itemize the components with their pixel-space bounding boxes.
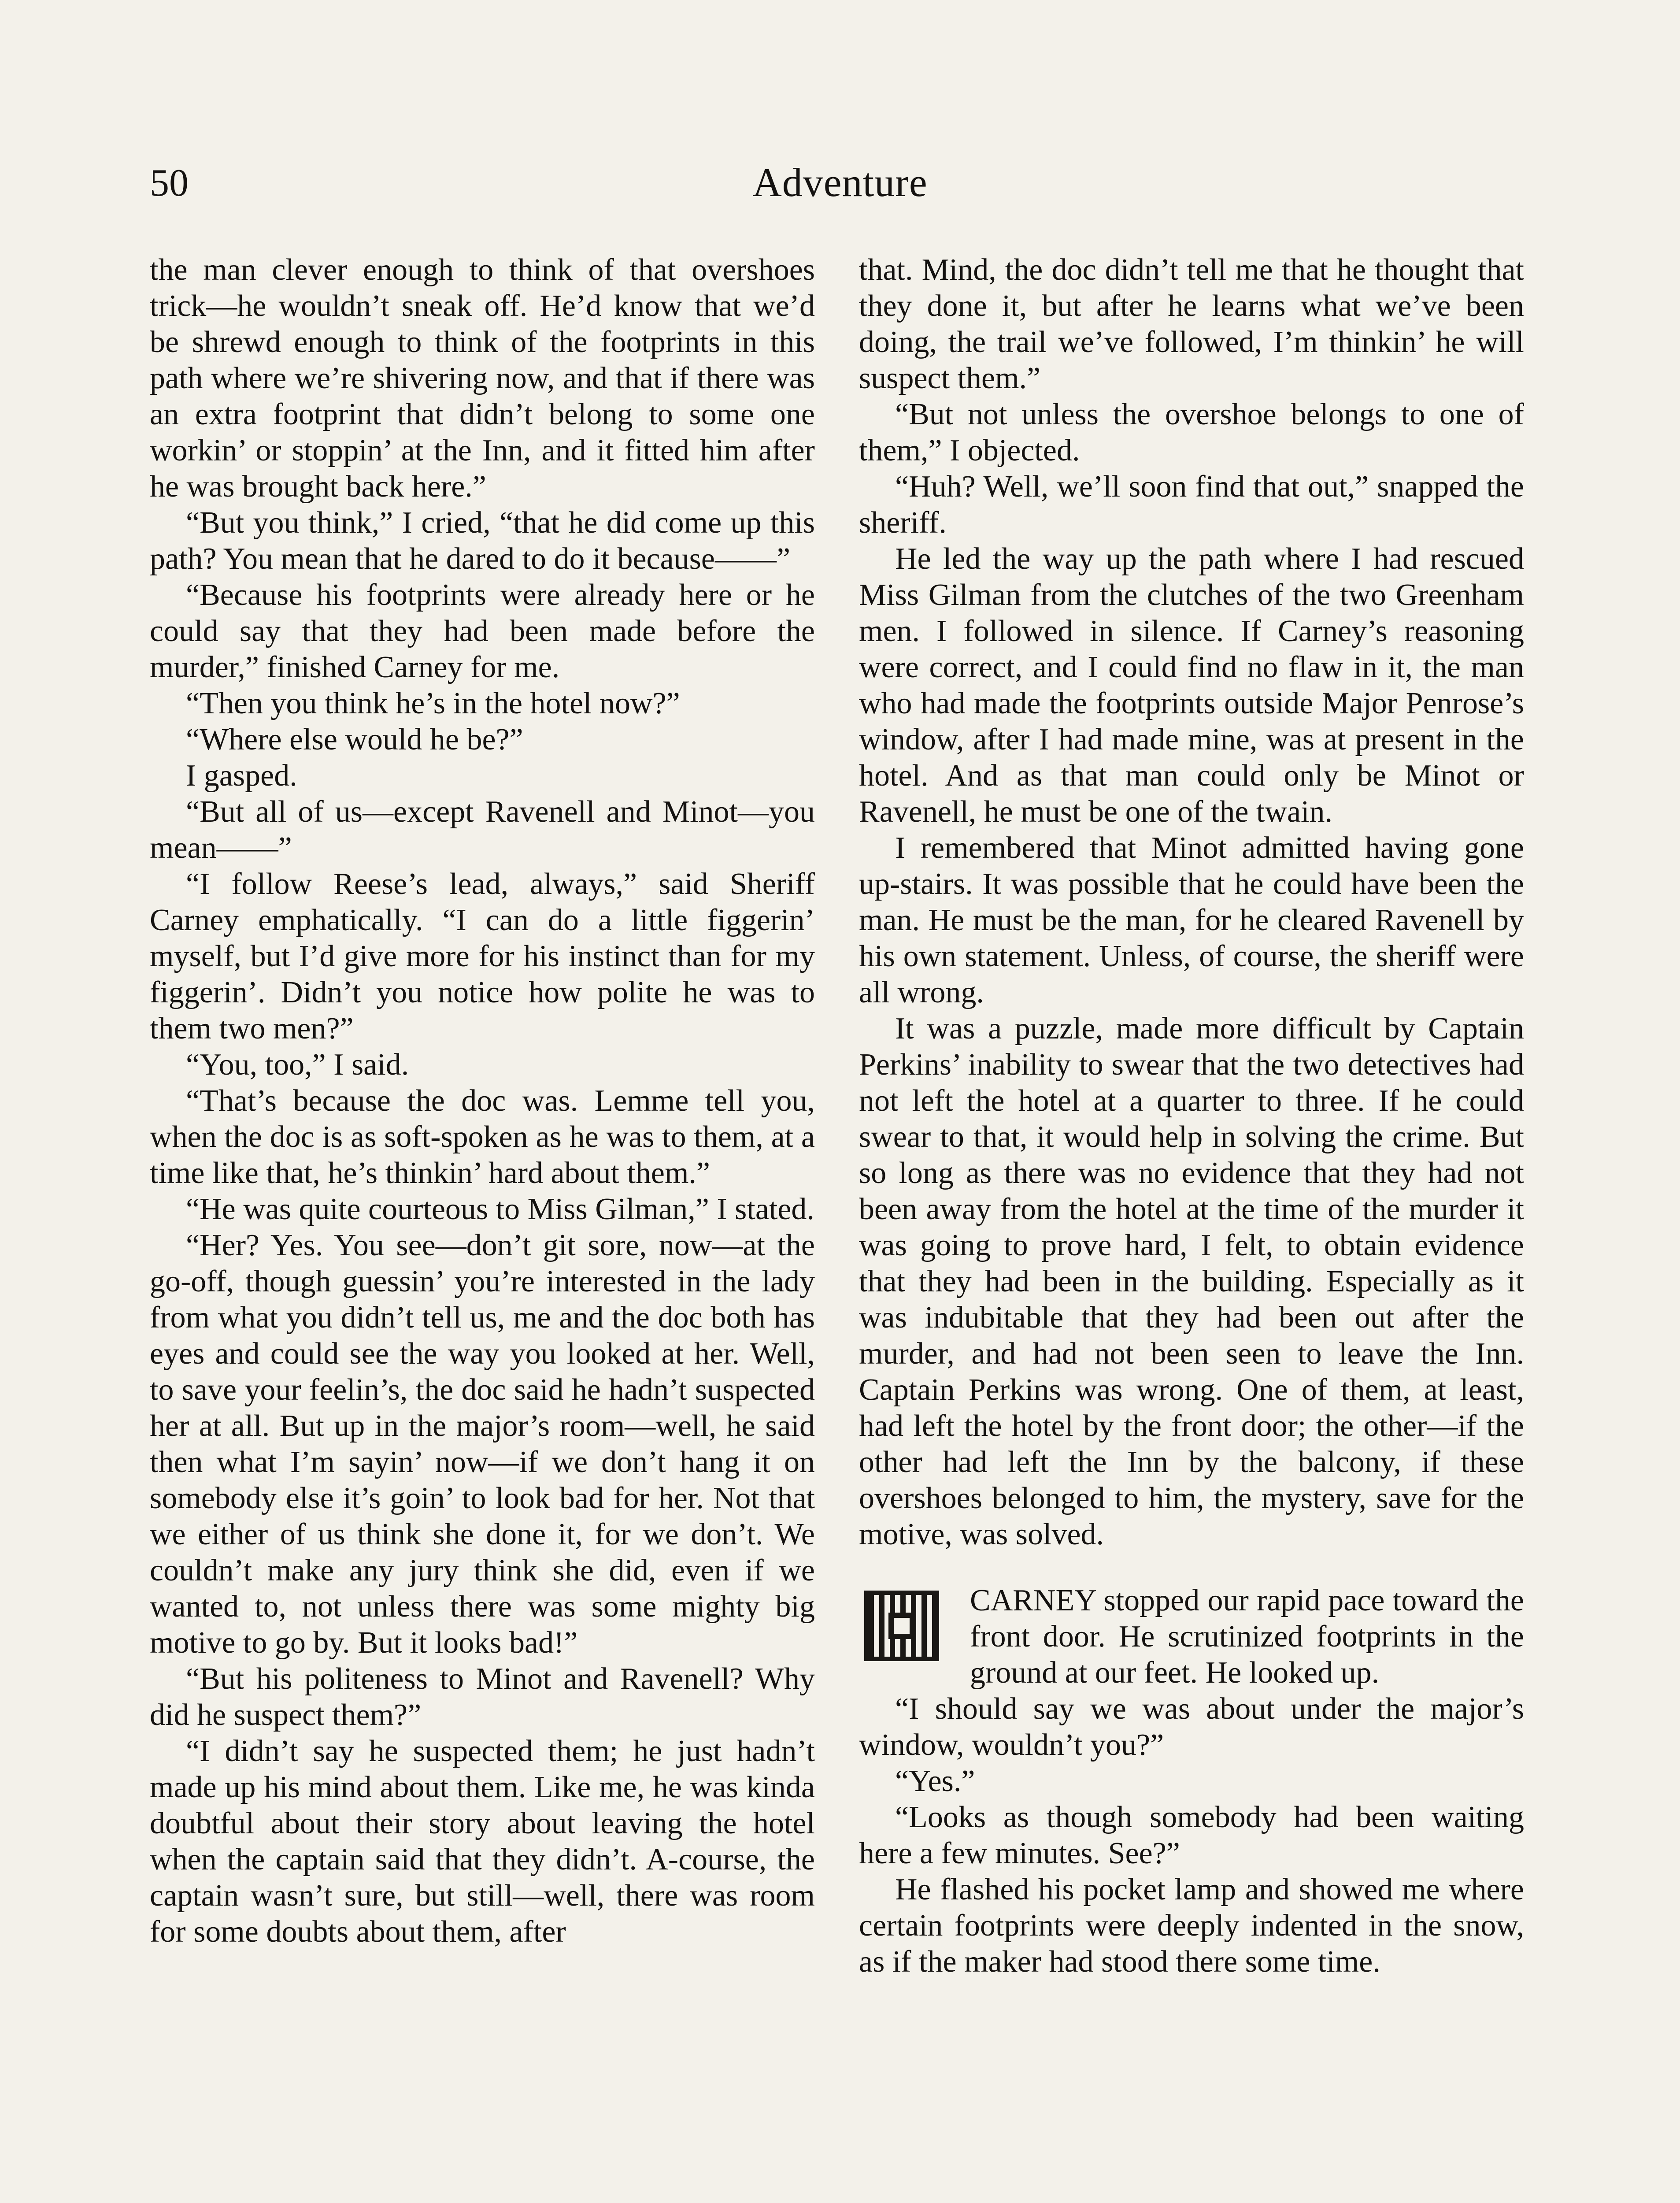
paragraph: “But his politeness to Minot and Ravenell? Why did he suspect them?” <box>150 1662 815 1732</box>
paragraph: “He was quite courteous to Miss Gilman,” I stated. <box>186 1192 814 1226</box>
ornamental-initial-icon <box>864 1591 939 1661</box>
paragraph: “I follow Reese’s lead, always,” said Sheriff Carney emphatically. “I can do a little figgerin’ myself, but I’d give more for his instinct than for my figgerin’. Didn’t you notice how polite he was to them two men?” <box>150 867 815 1046</box>
paragraph: “Looks as though somebody had been waiting here a few minutes. See?” <box>859 1800 1524 1870</box>
right-column <box>859 252 1524 1980</box>
running-head: Adventure <box>752 160 928 205</box>
paragraph: “But not unless the overshoe belongs to one of them,” I objected. <box>859 397 1524 467</box>
paragraph: “That’s because the doc was. Lemme tell you, when the doc is as soft-spoken as he was to them, at a time like that, he’s thinkin’ hard about them.” <box>150 1084 815 1190</box>
paragraph: “Yes.” <box>895 1764 975 1798</box>
paragraph: It was a puzzle, made more difficult by Captain Perkins’ inability to swear that the two detectives had not left the hotel at a quarter to three. If he could swear to that, it would help in solving the crime. But so long as there was no evidence that they had not been away from the hotel at the time of the murder it was going to prove hard, I felt, to obtain evidence that they had been in the building. Especially as it was indubitable that they had been out after the murder, and had not been seen to leave the Inn. Captain Perkins was wrong. One of them, at least, had left the hotel by the front door; the other—if the other had left the Inn by the balcony, if these overshoes belonged to him, the mystery, save for the motive, was solved. <box>859 1012 1524 1551</box>
paragraph: “But you think,” I cried, “that he did come up this path? You mean that he dared to do it because——” <box>150 506 815 576</box>
paragraph: “Where else would he be?” <box>186 723 523 757</box>
paragraph: “Her? Yes. You see—don’t git sore, now—at the go-off, though guessin’ you’re interested in the lady from what you didn’t tell us, me and the doc both has eyes and could see the way you looked at her. Well, to save your feelin’s, the doc said he hadn’t suspected her at all. But up in the major’s room—well, he said then what I’m sayin’ now—if we don’t hang it on somebody else it’s goin’ to look bad for her. Not that we either of us think she done it, for we don’t. We couldn’t make any jury think she did, even if we wanted to, not unless there was some mighty big motive to go by. But it looks bad!” <box>150 1228 815 1660</box>
paragraph: “I should say we was about under the major’s window, wouldn’t you?” <box>859 1692 1524 1762</box>
paragraph: “I didn’t say he suspected them; he just hadn’t made up his mind about them. Like me, he was kinda doubtful about their story about leaving the hotel when the captain said that they didn’t. A-course, the captain wasn’t sure, but still—well, there was room for some doubts about them, after <box>150 1734 815 1949</box>
paragraph: He flashed his pocket lamp and showed me where certain footprints were deeply indented in the snow, as if the maker had stood there some time. <box>859 1873 1524 1979</box>
paragraph: “Because his footprints were already here or he could say that they had been made before the murder,” finished Carney for me. <box>150 578 815 684</box>
paragraph: “But all of us—except Ravenell and Minot—you mean——” <box>150 795 815 865</box>
section-break <box>859 1583 1524 1691</box>
paragraph: “Then you think he’s in the hotel now?” <box>186 686 680 720</box>
paragraph: that. Mind, the doc didn’t tell me that he thought that they done it, but after he learns what we’ve been doing, the trail we’ve followed, I’m thinkin’ he will suspect them.” <box>859 253 1524 395</box>
left-column <box>150 252 815 1950</box>
paragraph: the man clever enough to think of that overshoes trick—he wouldn’t sneak off. He’d know that we’d be shrewd enough to think of the footprints in this path where we’re shivering now, and that if there was an extra footprint that didn’t belong to some one workin’ or stoppin’ at the Inn, and it fitted him after he was brought back here.” <box>150 253 815 504</box>
page-number: 50 <box>150 162 189 204</box>
paragraph: “You, too,” I said. <box>186 1048 409 1082</box>
section-opening-paragraph: CARNEY stopped our rapid pace toward the front door. He scrutinized footprints in the ground at our feet. He looked up. <box>970 1584 1524 1690</box>
paragraph: I remembered that Minot admitted having gone up-stairs. It was possible that he could have been the man. He must be the man, for he cleared Ravenell by his own statement. Unless, of course, the sheriff were all wrong. <box>859 831 1524 1009</box>
paragraph: He led the way up the path where I had rescued Miss Gilman from the clutches of the two Greenham men. I followed in silence. If Carney’s reasoning were correct, and I could find no flaw in it, the man who had made the footprints outside Major Penrose’s window, after I had made mine, was at present in the hotel. And as that man could only be Minot or Ravenell, he must be one of the twain. <box>859 542 1524 829</box>
paragraph: “Huh? Well, we’ll soon find that out,” snapped the sheriff. <box>859 470 1524 540</box>
paragraph: I gasped. <box>186 759 297 793</box>
